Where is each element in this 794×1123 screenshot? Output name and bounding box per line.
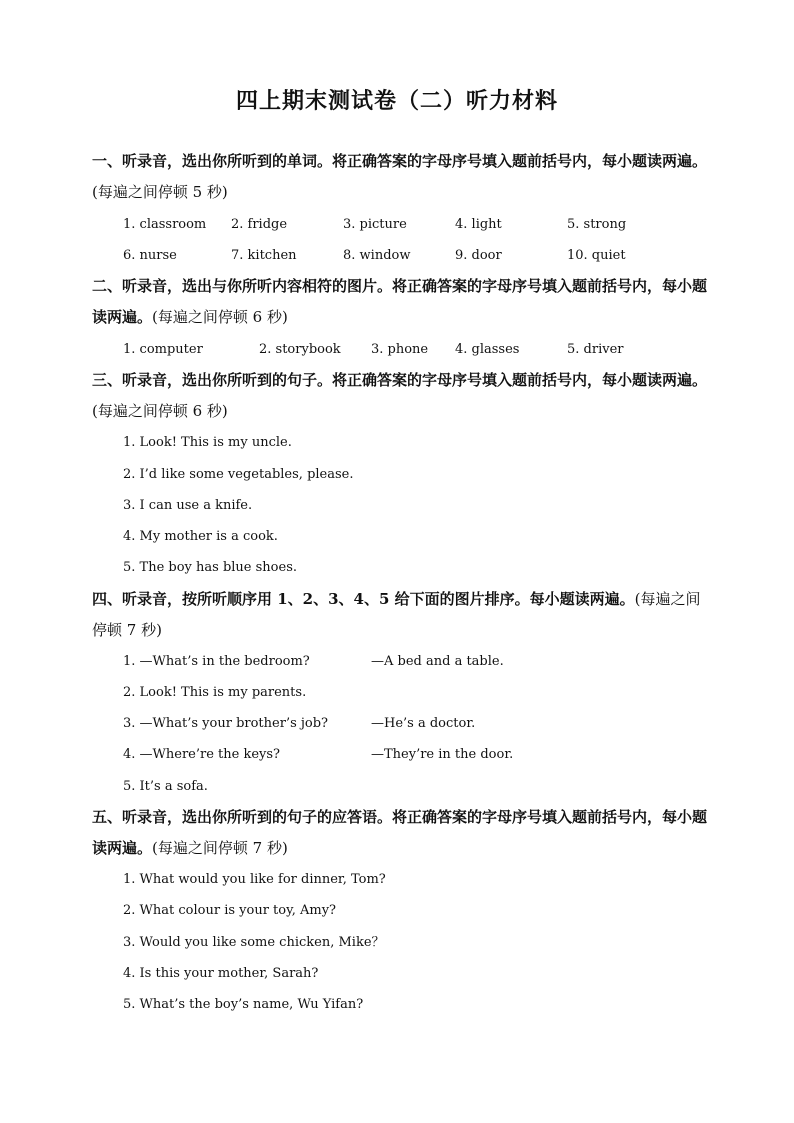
section-5-item: 5. What’s the boy’s name, Wu Yifan?	[123, 997, 364, 1012]
section-3-item: 2. I’d like some vegetables, please.	[123, 467, 354, 482]
section-1-heading: 一、听录音，选出你所听到的单词。将正确答案的字母序号填入题前括号内，每小题读两遍。	[92, 152, 708, 170]
section-4-question: 2. Look! This is my parents.	[123, 685, 307, 700]
word-item: 5. driver	[567, 342, 624, 357]
section-5-instruction	[92, 802, 707, 864]
section-2-heading: 二、听录音，选出与你所听内容相符的图片。将正确答案的字母序号填入题前括号内，每小题读两遍。	[92, 277, 708, 326]
word-item: 1. computer	[123, 342, 203, 357]
section-3-note: (每遍之间停顿 6 秒)	[92, 402, 228, 420]
section-1-word-row-2	[0, 240, 794, 271]
section-3-item: 5. The boy has blue shoes.	[123, 560, 298, 575]
word-item: 7. kitchen	[231, 248, 297, 263]
word-item: 4. glasses	[455, 342, 520, 357]
word-item: 4. light	[455, 217, 502, 232]
section-3-heading: 三、听录音，选出你所听到的句子。将正确答案的字母序号填入题前括号内，每小题读两遍。	[92, 371, 708, 389]
word-item: 5. strong	[567, 217, 627, 232]
word-item: 2. fridge	[231, 217, 288, 232]
section-4-question: 3. —What’s your brother’s job?	[123, 716, 329, 731]
section-3-item: 3. I can use a knife.	[123, 498, 253, 513]
section-5-item: 2. What colour is your toy, Amy?	[123, 903, 337, 918]
section-3-item: 1. Look! This is my uncle.	[123, 435, 292, 450]
section-4-note: (每遍之间停顿 7 秒)	[92, 590, 701, 639]
section-5-item: 1. What would you like for dinner, Tom?	[123, 872, 386, 887]
section-4-answer: —They’re in the door.	[371, 747, 514, 762]
section-4-answer: —He’s a doctor.	[371, 716, 476, 731]
section-3-item: 4. My mother is a cook.	[123, 529, 278, 544]
section-1-word-row-1	[0, 209, 794, 240]
word-item: 3. picture	[343, 217, 407, 232]
section-5-item: 4. Is this your mother, Sarah?	[123, 966, 319, 981]
section-4-question: 1. —What’s in the bedroom?	[123, 654, 310, 669]
section-4-question: 5. It’s a sofa.	[123, 779, 208, 794]
section-5-note: (每遍之间停顿 7 秒)	[152, 839, 288, 857]
word-item: 2. storybook	[259, 342, 341, 357]
section-4-instruction	[92, 584, 707, 646]
word-item: 3. phone	[371, 342, 429, 357]
section-2-instruction	[92, 271, 707, 333]
section-5-heading: 五、听录音，选出你所听到的句子的应答语。将正确答案的字母序号填入题前括号内，每小题读两遍。	[92, 808, 708, 857]
page-title: 四上期末测试卷（二）听力材料	[235, 88, 558, 114]
section-1-instruction	[92, 146, 707, 208]
section-2-word-row	[0, 334, 794, 365]
section-4-answer: —A bed and a table.	[371, 654, 504, 669]
word-item: 1. classroom	[123, 217, 207, 232]
section-4-question: 4. —Where’re the keys?	[123, 747, 281, 762]
section-1-note: (每遍之间停顿 5 秒)	[92, 183, 228, 201]
word-item: 6. nurse	[123, 248, 177, 263]
section-5-item: 3. Would you like some chicken, Mike？	[123, 935, 385, 950]
section-3-instruction	[92, 365, 707, 427]
section-4-heading: 四、听录音，按所听顺序用 1、2、3、4、5 给下面的图片排序。每小题读两遍。	[92, 590, 635, 608]
section-2-note: (每遍之间停顿 6 秒)	[152, 308, 288, 326]
word-item: 10. quiet	[567, 248, 626, 263]
word-item: 9. door	[455, 248, 502, 263]
word-item: 8. window	[343, 248, 411, 263]
